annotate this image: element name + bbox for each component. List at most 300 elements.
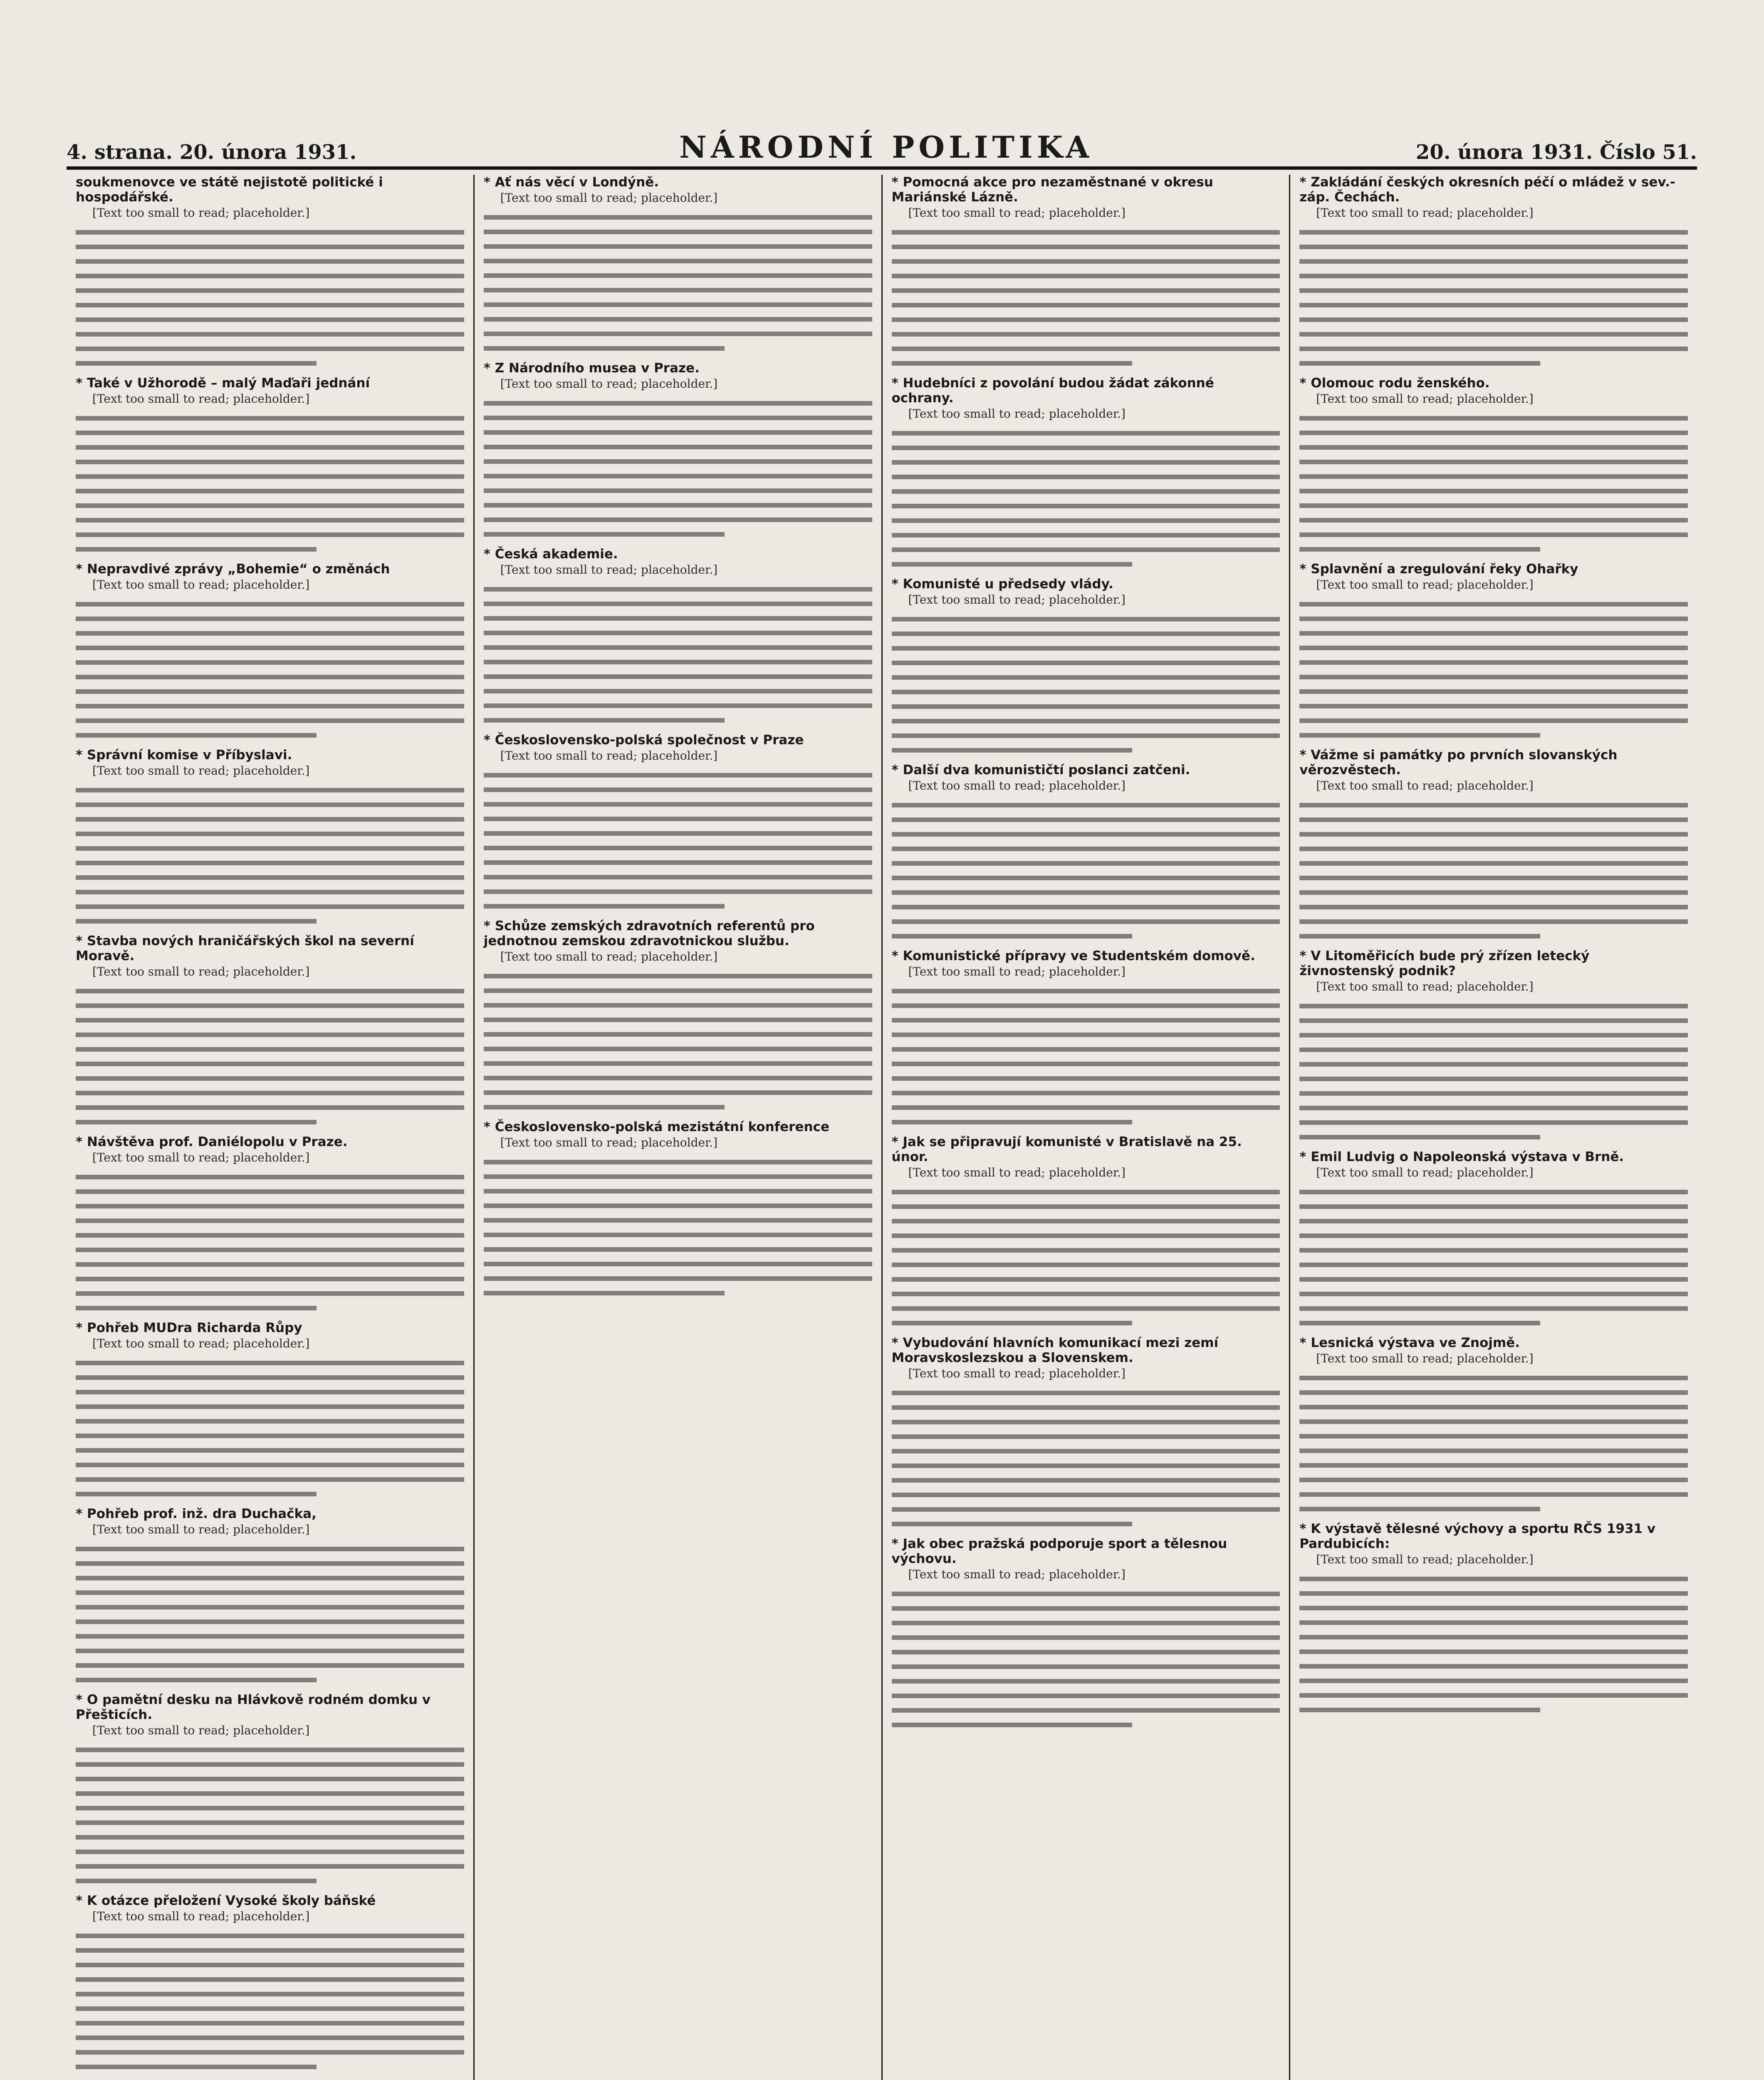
- text-line: [76, 631, 464, 636]
- text-line: [1299, 718, 1688, 723]
- text-line: [484, 1061, 872, 1066]
- text-line: [484, 459, 872, 464]
- text-line: [892, 1723, 1133, 1727]
- text-line: [1299, 1190, 1688, 1194]
- text-line: [484, 1189, 872, 1194]
- text-line: [76, 660, 464, 665]
- article-headline: * Pohřeb MUDra Richarda Růpy: [76, 1320, 302, 1335]
- text-line: [892, 1592, 1280, 1596]
- text-line: [484, 802, 872, 807]
- text-line: [76, 1204, 464, 1208]
- text-line: [892, 1018, 1280, 1023]
- text-line: [892, 1463, 1280, 1468]
- article-body: [Text too small to read; placeholder.]: [1316, 206, 1534, 220]
- text-line: [484, 1276, 872, 1281]
- text-line: [892, 1493, 1280, 1497]
- text-line: [484, 904, 725, 909]
- article-headline: * Schůze zemských zdravotních referentů pro jednotnou zemskou zdravotnickou službu.: [483, 919, 815, 948]
- text-line: [76, 1175, 464, 1179]
- text-line: [1299, 274, 1688, 278]
- text-line: [484, 230, 872, 234]
- text-line: [76, 1663, 464, 1668]
- text-line: [76, 474, 464, 479]
- text-line: [76, 846, 464, 851]
- article-body: [Text too small to read; placeholder.]: [500, 377, 718, 391]
- article-body: [Text too small to read; placeholder.]: [92, 1337, 310, 1350]
- text-line: [484, 1247, 872, 1252]
- text-line: [76, 718, 464, 723]
- text-line: [1299, 1606, 1688, 1610]
- text-line: [76, 1879, 317, 1883]
- text-line: [1299, 1321, 1540, 1325]
- text-line: [892, 1420, 1280, 1424]
- article-headline: * Československo-polská mezistátní konference: [483, 1119, 829, 1134]
- text-line: [484, 1090, 872, 1095]
- article-headline: * K výstavě tělesné výchovy a sportu RČS 1931 v Pardubicích:: [1299, 1521, 1656, 1551]
- text-line: [76, 1076, 464, 1081]
- text-line: [76, 317, 464, 322]
- article: [484, 919, 872, 1109]
- text-line: [76, 259, 464, 264]
- text-line: [892, 347, 1280, 351]
- text-line: [484, 602, 872, 606]
- text-line: [1299, 1405, 1688, 1409]
- text-line: [76, 1678, 317, 1682]
- text-line: [76, 1390, 464, 1394]
- column-2: [473, 175, 881, 2080]
- article: [76, 1893, 464, 2069]
- article-headline: soukmenovce ve státě nejistotě politické i hospodářské.: [76, 175, 383, 205]
- text-line: [1299, 1277, 1688, 1282]
- text-line: [1299, 288, 1688, 293]
- article-headline: * K otázce přeložení Vysoké školy báňské: [76, 1893, 376, 1908]
- text-line: [1299, 675, 1688, 679]
- text-line: [484, 532, 725, 537]
- text-line: [76, 416, 464, 421]
- text-line: [1299, 547, 1540, 552]
- text-line: [1299, 1478, 1688, 1482]
- text-line: [76, 1492, 317, 1496]
- text-line: [892, 1003, 1280, 1008]
- text-line: [1299, 1434, 1688, 1439]
- text-line: [1299, 1390, 1688, 1395]
- text-line: [76, 1934, 464, 1938]
- text-line: [1299, 503, 1688, 508]
- text-line: [76, 1003, 464, 1008]
- text-line: [892, 504, 1280, 508]
- text-line: [1299, 817, 1688, 822]
- text-line: [484, 1003, 872, 1008]
- text-line: [76, 245, 464, 249]
- column-3-articles: [892, 175, 1280, 1727]
- text-line: [1299, 1233, 1688, 1238]
- text-line: [892, 1449, 1280, 1454]
- text-line: [76, 1806, 464, 1810]
- text-line: [76, 1992, 464, 1996]
- text-line: [484, 346, 725, 351]
- text-line: [76, 1762, 464, 1767]
- text-line: [1299, 1219, 1688, 1223]
- text-line: [1299, 347, 1688, 351]
- text-line: [484, 846, 872, 850]
- text-line: [76, 2065, 317, 2069]
- text-line: [1299, 489, 1688, 493]
- text-line: [1299, 1679, 1688, 1683]
- text-line: [76, 890, 464, 894]
- text-line: [892, 446, 1280, 450]
- article: [76, 748, 464, 924]
- text-line: [484, 787, 872, 792]
- article: [484, 547, 872, 723]
- text-line: [892, 1233, 1280, 1238]
- text-line: [484, 1203, 872, 1208]
- text-line: [1299, 832, 1688, 837]
- text-line: [892, 989, 1280, 993]
- text-line: [484, 302, 872, 307]
- text-line: [76, 919, 317, 924]
- text-line: [892, 1076, 1280, 1081]
- article: [76, 562, 464, 738]
- text-line: [1299, 303, 1688, 307]
- article-body: [Text too small to read; placeholder.]: [1316, 1352, 1534, 1365]
- text-line: [484, 718, 725, 723]
- text-line: [892, 431, 1280, 436]
- text-line: [484, 587, 872, 592]
- text-line: [892, 646, 1280, 651]
- text-line: [76, 788, 464, 792]
- article-body: [Text too small to read; placeholder.]: [1316, 1553, 1534, 1566]
- article: [892, 1134, 1280, 1325]
- text-line: [892, 332, 1280, 337]
- text-line: [1299, 861, 1688, 866]
- text-line: [76, 1248, 464, 1252]
- article-headline: * Vážme si památky po prvních slovanských věrozvěstech.: [1299, 748, 1618, 778]
- text-line: [76, 2035, 464, 2040]
- article-body: [Text too small to read; placeholder.]: [500, 191, 718, 205]
- text-line: [484, 616, 872, 621]
- text-line: [892, 661, 1280, 665]
- article: [892, 577, 1280, 753]
- text-line: [1299, 1292, 1688, 1296]
- article: [1299, 376, 1688, 552]
- article-body: [Text too small to read; placeholder.]: [1316, 779, 1534, 792]
- text-line: [1299, 602, 1688, 607]
- text-line: [892, 518, 1280, 523]
- text-line: [76, 989, 464, 993]
- text-line: [76, 646, 464, 650]
- text-line: [76, 2006, 464, 2011]
- article-headline: * Správní komise v Příbyslavi.: [76, 748, 292, 763]
- text-line: [892, 1694, 1280, 1698]
- text-line: [892, 719, 1280, 723]
- text-line: [76, 1864, 464, 1869]
- article-body: [Text too small to read; placeholder.]: [1316, 392, 1534, 406]
- text-line: [892, 1120, 1133, 1124]
- text-line: [76, 1233, 464, 1238]
- text-line: [484, 645, 872, 650]
- text-line: [1299, 259, 1688, 264]
- article-headline: * Československo-polská společnost v Praze: [483, 733, 804, 748]
- text-line: [76, 1590, 464, 1595]
- text-line: [1299, 1708, 1540, 1712]
- text-line: [1299, 631, 1688, 636]
- article: [1299, 1335, 1688, 1511]
- text-line: [1299, 617, 1688, 621]
- text-line: [76, 518, 464, 522]
- text-line: [76, 347, 464, 351]
- article-body: [Text too small to read; placeholder.]: [908, 1567, 1126, 1581]
- article-headline: * Další dva komunističtí poslanci zatčeni.: [891, 763, 1190, 778]
- text-line: [484, 1032, 872, 1037]
- text-line: [484, 703, 872, 708]
- article-headline: * Komunistické přípravy ve Studentském domově.: [891, 948, 1255, 963]
- text-line: [892, 1708, 1280, 1713]
- article-headline: * Z Národního musea v Praze.: [483, 361, 700, 376]
- text-line: [892, 1635, 1280, 1640]
- article-headline: * Vybudování hlavních komunikací mezi zemí Moravskoslezskou a Slovenskem.: [891, 1335, 1219, 1365]
- text-line: [76, 1306, 317, 1310]
- text-line: [484, 674, 872, 679]
- text-line: [1299, 317, 1688, 322]
- text-line: [892, 1204, 1280, 1209]
- text-line: [484, 445, 872, 449]
- text-line: [892, 1664, 1280, 1669]
- text-line: [76, 1850, 464, 1854]
- text-line: [76, 875, 464, 880]
- article: [892, 376, 1280, 567]
- text-line: [76, 675, 464, 679]
- text-line: [76, 1404, 464, 1409]
- article-body: [Text too small to read; placeholder.]: [92, 1151, 310, 1164]
- text-line: [76, 1361, 464, 1365]
- text-line: [76, 361, 317, 366]
- text-line: [892, 847, 1280, 851]
- article-body: [Text too small to read; placeholder.]: [1316, 980, 1534, 993]
- text-line: [484, 1160, 872, 1164]
- masthead-title: NÁRODNÍ POLITIKA: [679, 129, 1094, 165]
- column-4: [1289, 175, 1697, 2080]
- text-line: [76, 1047, 464, 1052]
- text-line: [892, 1434, 1280, 1439]
- text-line: [484, 273, 872, 278]
- text-line: [76, 1835, 464, 1840]
- text-line: [484, 988, 872, 993]
- text-line: [892, 1091, 1280, 1095]
- text-line: [76, 445, 464, 450]
- article-headline: * Jak se připravují komunisté v Bratislavě na 25. únor.: [891, 1134, 1242, 1164]
- text-line: [484, 1018, 872, 1022]
- text-line: [76, 617, 464, 621]
- article-body: [Text too small to read; placeholder.]: [1316, 1166, 1534, 1179]
- text-line: [76, 288, 464, 293]
- article-body: [Text too small to read; placeholder.]: [92, 1723, 310, 1737]
- text-line: [484, 875, 872, 879]
- text-line: [892, 1650, 1280, 1654]
- text-line: [892, 1391, 1280, 1395]
- text-line: [892, 547, 1280, 552]
- article: [892, 948, 1280, 1124]
- columns: [67, 175, 1697, 2080]
- text-line: [484, 288, 872, 292]
- text-line: [76, 431, 464, 435]
- article-body: [Text too small to read; placeholder.]: [500, 1136, 718, 1149]
- text-line: [484, 1262, 872, 1266]
- article-headline: * Jak obec pražská podporuje sport a tělesnou výchovu.: [891, 1536, 1227, 1566]
- text-line: [1299, 1577, 1688, 1581]
- article-body: [Text too small to read; placeholder.]: [92, 578, 310, 592]
- page-header: [67, 129, 1697, 170]
- text-line: [484, 974, 872, 978]
- text-line: [892, 675, 1280, 680]
- article-headline: * Česká akademie.: [483, 547, 618, 562]
- text-line: [76, 1105, 464, 1110]
- text-line: [892, 317, 1280, 322]
- text-line: [892, 1405, 1280, 1410]
- text-line: [76, 547, 317, 552]
- text-line: [1299, 1693, 1688, 1698]
- article-headline: * Komunisté u předsedy vlády.: [891, 577, 1113, 592]
- text-line: [1299, 1135, 1540, 1139]
- text-line: [76, 303, 464, 307]
- text-line: [484, 773, 872, 778]
- text-line: [892, 288, 1280, 293]
- text-line: [1299, 532, 1688, 537]
- article-headline: * Olomouc rodu ženského.: [1299, 376, 1490, 391]
- text-line: [76, 904, 464, 909]
- text-line: [1299, 660, 1688, 665]
- article-body: [Text too small to read; placeholder.]: [500, 749, 718, 763]
- text-line: [484, 1291, 725, 1295]
- text-line: [892, 1190, 1280, 1194]
- article: [1299, 1149, 1688, 1325]
- text-line: [892, 562, 1133, 567]
- article: [892, 1536, 1280, 1727]
- text-line: [76, 1375, 464, 1380]
- text-line: [76, 733, 317, 738]
- article-body: [Text too small to read; placeholder.]: [500, 950, 718, 963]
- text-line: [892, 803, 1280, 807]
- text-line: [76, 689, 464, 694]
- text-line: [892, 631, 1280, 636]
- text-line: [1299, 1004, 1688, 1008]
- text-line: [892, 832, 1280, 837]
- text-line: [484, 889, 872, 894]
- text-line: [1299, 445, 1688, 450]
- text-line: [892, 617, 1280, 622]
- text-line: [1299, 646, 1688, 650]
- text-line: [76, 1561, 464, 1566]
- text-line: [892, 1306, 1280, 1311]
- text-line: [1299, 1047, 1688, 1052]
- article: [76, 1320, 464, 1496]
- text-line: [892, 1679, 1280, 1684]
- text-line: [1299, 245, 1688, 249]
- text-line: [892, 489, 1280, 494]
- article-headline: * V Litoměřicích bude prý zřízen letecký živnostenský podnik?: [1299, 948, 1590, 978]
- text-line: [892, 475, 1280, 479]
- text-line: [484, 488, 872, 493]
- article-headline: * Pohřeb prof. inž. dra Duchačka,: [76, 1506, 317, 1521]
- text-line: [76, 503, 464, 508]
- text-line: [76, 1262, 464, 1267]
- text-line: [1299, 1062, 1688, 1067]
- text-line: [76, 2021, 464, 2026]
- text-line: [76, 602, 464, 607]
- text-line: [1299, 230, 1688, 235]
- text-line: [1299, 1376, 1688, 1380]
- text-line: [76, 532, 464, 537]
- text-line: [484, 244, 872, 249]
- text-line: [892, 733, 1280, 738]
- text-line: [892, 704, 1280, 709]
- text-line: [892, 1062, 1280, 1066]
- text-line: [1299, 1033, 1688, 1038]
- text-line: [1299, 1492, 1688, 1497]
- text-line: [76, 1291, 464, 1296]
- article-headline: * Emil Ludvig o Napoleonská výstava v Brně.: [1299, 1149, 1624, 1164]
- text-line: [892, 861, 1280, 866]
- column-1-articles: [76, 175, 464, 2069]
- text-line: [892, 1248, 1280, 1253]
- text-line: [892, 919, 1280, 924]
- text-line: [484, 332, 872, 336]
- text-line: [892, 1507, 1280, 1512]
- text-line: [76, 332, 464, 337]
- article-headline: * Pomocná akce pro nezaměstnané v okresu Mariánské Lázně.: [891, 175, 1213, 205]
- text-line: [484, 416, 872, 420]
- text-line: [76, 1091, 464, 1095]
- text-line: [484, 215, 872, 220]
- article: [1299, 948, 1688, 1139]
- header-page-date: 4. strana. 20. února 1931.: [67, 141, 357, 164]
- text-line: [892, 460, 1280, 465]
- text-line: [892, 1522, 1133, 1526]
- text-line: [892, 1621, 1280, 1625]
- article-body: [Text too small to read; placeholder.]: [908, 593, 1126, 607]
- text-line: [1299, 890, 1688, 895]
- text-line: [76, 1033, 464, 1037]
- text-line: [1299, 1620, 1688, 1625]
- article-body: [Text too small to read; placeholder.]: [500, 563, 718, 577]
- text-line: [1299, 1419, 1688, 1424]
- article-body: [Text too small to read; placeholder.]: [92, 965, 310, 978]
- text-line: [1299, 847, 1688, 851]
- text-line: [76, 1277, 464, 1281]
- article-body: [Text too small to read; placeholder.]: [1316, 578, 1534, 592]
- article: [892, 175, 1280, 366]
- text-line: [892, 748, 1133, 753]
- text-line: [892, 245, 1280, 249]
- text-line: [76, 1448, 464, 1453]
- text-line: [484, 1047, 872, 1051]
- text-line: [484, 631, 872, 635]
- column-3: [881, 175, 1289, 2080]
- text-line: [1299, 1120, 1688, 1125]
- article-body: [Text too small to read; placeholder.]: [908, 206, 1126, 220]
- text-line: [1299, 1204, 1688, 1209]
- article-body: [Text too small to read; placeholder.]: [92, 392, 310, 406]
- text-line: [1299, 1018, 1688, 1023]
- text-line: [76, 1963, 464, 1967]
- article-headline: * Návštěva prof. Daniélopolu v Praze.: [76, 1134, 348, 1149]
- article: [76, 376, 464, 552]
- text-line: [1299, 704, 1688, 708]
- article-headline: * Nepravdivé zprávy „Bohemie“ o změnách: [76, 562, 390, 577]
- column-4-articles: [1299, 175, 1688, 1712]
- text-line: [1299, 876, 1688, 880]
- text-line: [1299, 934, 1540, 938]
- text-line: [76, 1434, 464, 1438]
